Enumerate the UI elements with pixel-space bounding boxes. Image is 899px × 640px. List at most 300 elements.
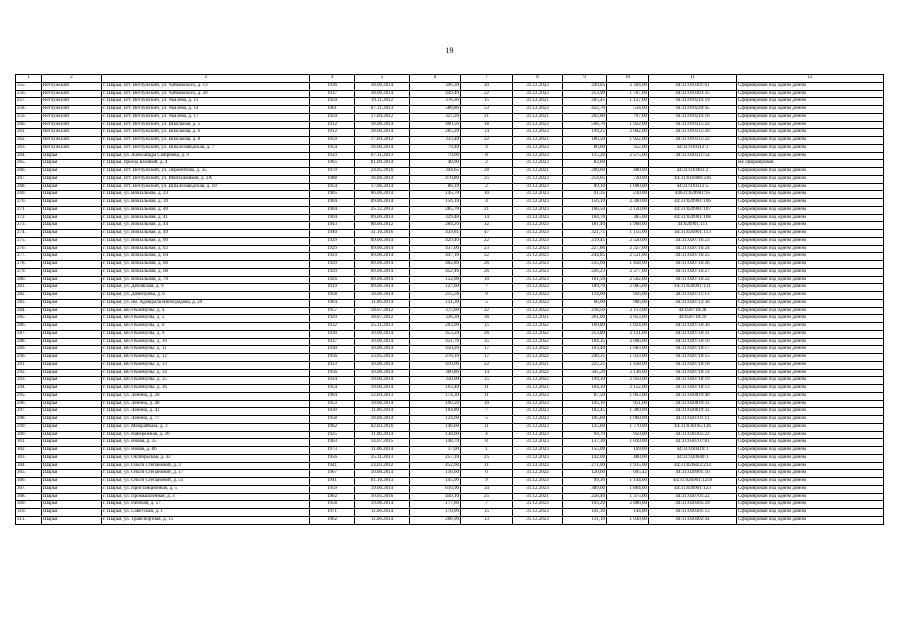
table-cell: 1937 (310, 90, 355, 98)
table-cell: 1959 (310, 98, 355, 106)
table-cell: 1941 (310, 478, 355, 486)
table-row (16, 106, 884, 114)
table-row (16, 214, 884, 222)
table-row (16, 152, 884, 160)
table-cell: г. Шарья, пгт. Ветлужский, ул. Школьная, д. 6 (102, 129, 310, 137)
table-cell: г. Шарья, ул. Ольги Степановой, д. 3 (102, 462, 310, 470)
table-cell: Шарья (42, 431, 102, 439)
table-cell: 127,60 (410, 284, 461, 292)
table-cell: г. Шарья, ул. Вокзальная, д. 39 (102, 199, 310, 207)
table-cell: 19.06.2014 (355, 501, 410, 509)
table-cell: Сформирован под одним домом (737, 168, 884, 176)
table-cell: 7 (461, 408, 513, 416)
table-cell: 5 (461, 416, 513, 424)
table-row (16, 183, 884, 191)
table-cell: Шарья (42, 307, 102, 315)
table-row (16, 338, 884, 346)
table-cell: 345,20 (563, 369, 607, 377)
table-cell: 15 (461, 98, 513, 106)
table-cell: 1912 (310, 121, 355, 129)
table-cell: Сформирован под одним домом (737, 462, 884, 470)
table-cell: г. Шарья, пгт. Ветлужский, ул. Чайковского, д. 20 (102, 90, 310, 98)
table-cell: 1965 (310, 160, 355, 168)
table-cell: Сформирован под одним домом (737, 230, 884, 238)
table-cell: 31.12.2022 (513, 346, 563, 354)
table-cell: 181,40 (563, 222, 607, 230)
table-cell: 1929 (310, 253, 355, 261)
table-cell: 02.03.2016 (355, 423, 410, 431)
table-cell: Шарья (42, 361, 102, 369)
table-cell: 25 (461, 493, 513, 501)
table-cell: Сформирован под одним домом (737, 338, 884, 346)
table-cell: 452,46 (410, 268, 461, 276)
table-cell: 103,40 (563, 346, 607, 354)
table-row (16, 423, 884, 431)
table-cell: 31.12.2021 (513, 137, 563, 145)
table-cell: 15 (461, 323, 513, 331)
table-cell: 298. (16, 416, 42, 424)
table-cell: г. Шарья, пгт. Ветлужский, ул. Монтажников, д. 2А (102, 175, 310, 183)
table-cell: 1932 (310, 323, 355, 331)
table-cell: 470,80 (410, 175, 461, 183)
table-cell: 437,00 (410, 245, 461, 253)
table-cell: г. Шарья, кв-л Коммуны, д. 12 (102, 354, 310, 362)
table-cell: Шарья (42, 276, 102, 284)
table-cell: 286. (16, 323, 42, 331)
table-row (16, 276, 884, 284)
table-cell: 12.04.2013 (355, 392, 410, 400)
table-cell: 31.12.2023 (513, 144, 563, 152)
table-cell: 44:31:010402:2 (649, 168, 737, 176)
table-cell: 2 136,00 (607, 369, 649, 377)
table-cell: 301. (16, 439, 42, 447)
table-cell: 44:31:020713:30 (649, 299, 737, 307)
table-cell: г. Шарья, ул. Ленина, д. 42 (102, 408, 310, 416)
table-cell: 91,35 (563, 191, 607, 199)
table-cell: 148,70 (410, 439, 461, 447)
table-cell: Сформирован под одним домом (737, 392, 884, 400)
table-cell: 44:31:020718:13 (649, 385, 737, 393)
table-cell: Шарья (42, 206, 102, 214)
table-cell: 276,10 (410, 354, 461, 362)
table-cell: Шарья (42, 439, 102, 447)
table-cell: 2 377,00 (607, 268, 649, 276)
table-row (16, 447, 884, 455)
table-cell: 256. (16, 90, 42, 98)
table-cell: Сформирован под одним домом (737, 307, 884, 315)
table-cell: 2 002,00 (607, 129, 649, 137)
table-cell: 31.12.2023 (513, 284, 563, 292)
table-cell: 44:31:020718:31 (649, 330, 737, 338)
table-cell: Сформирован под одним домом (737, 144, 884, 152)
table-cell: 1954 (310, 385, 355, 393)
table-cell: г. Шарья, кв-л Коммуны, д. 11 (102, 346, 310, 354)
table-cell: 951,00 (607, 400, 649, 408)
table-cell: 104,30 (563, 385, 607, 393)
table-cell: 1962 (310, 516, 355, 524)
table-cell: Сформирован под одним домом (737, 183, 884, 191)
table-cell: 31.12.2023 (513, 447, 563, 455)
table-cell: 137,30 (563, 439, 607, 447)
table-cell: 329,40 (410, 214, 461, 222)
table-cell: Сформирован под одним домом (737, 299, 884, 307)
table-cell: Шарья (42, 191, 102, 199)
table-cell: Сформирован под одним домом (737, 152, 884, 160)
table-cell: 480,00 (607, 168, 649, 176)
table-cell: 282. (16, 292, 42, 300)
table-cell: 2 327,00 (607, 245, 649, 253)
table-cell: Шарья (42, 493, 102, 501)
table-cell: Шарья (42, 454, 102, 462)
table-cell: 44:31:020716:25 (649, 253, 737, 261)
table-cell: 508,70 (563, 121, 607, 129)
table-cell: 142,00 (563, 454, 607, 462)
table-cell: 44:31:020711:13 (649, 292, 737, 300)
table-cell: г. Шарья, кв-л Коммуны, д. 13 (102, 361, 310, 369)
table-cell: 13 (461, 516, 513, 524)
table-cell: 18.06.2014 (355, 121, 410, 129)
table-cell: 22 (461, 237, 513, 245)
table-cell: 7 (461, 501, 513, 509)
table-cell: Сформирован под одним домом (737, 191, 884, 199)
table-cell: 534,00 (607, 106, 649, 114)
table-cell: 293,90 (410, 323, 461, 331)
table-row (16, 315, 884, 323)
table-cell: 267. (16, 175, 42, 183)
table-cell: 31.12.2023 (513, 175, 563, 183)
table-cell: г. Шарья, пгт. Ветлужский, ул. Лермонтова, д. 35 (102, 168, 310, 176)
table-cell: г. Шарья, кв-л Коммуны, д. 10 (102, 338, 310, 346)
table-cell: Сформирован под одним домом (737, 485, 884, 493)
table-cell: 199,25 (563, 129, 607, 137)
table-cell: 289. (16, 346, 42, 354)
table-cell: 155,00 (563, 447, 607, 455)
table-cell: 10.06.2014 (355, 377, 410, 385)
table-cell: 31.12.2021 (513, 385, 563, 393)
table-row (16, 493, 884, 501)
table-cell: 31.12.2022 (513, 338, 563, 346)
table-cell: Сформирован под одним домом (737, 423, 884, 431)
table-cell: 201,60 (563, 315, 607, 323)
table-cell: 449,10 (410, 493, 461, 501)
table-cell: 07.11.2013 (355, 106, 410, 114)
table-row (16, 377, 884, 385)
table-cell: Шарья (42, 462, 102, 470)
table-cell: 2 152,00 (607, 385, 649, 393)
table-cell: 31.12.2021 (513, 168, 563, 176)
table-cell: 99,30 (563, 478, 607, 486)
table-cell: г. Шарья, пгт. Ветлужский, ул. Чайковского, д. 13 (102, 82, 310, 90)
table-cell: г. Шарья, пгт. Ветлужский, ул. Шпалозаводская, д. 10 (102, 183, 310, 191)
table-cell: Шарья (42, 377, 102, 385)
table-cell: 1 000,00 (607, 183, 649, 191)
table-cell: г. Шарья, проезд Базовый, д. 4 (102, 160, 310, 168)
table-cell: 451,70 (410, 338, 461, 346)
table-cell: 287. (16, 330, 42, 338)
table-cell: Сформирован под одним домом (737, 330, 884, 338)
table-cell: 1958 (310, 501, 355, 509)
table-cell: 14 (461, 129, 513, 137)
table-cell: 44:31:010219:16 (649, 113, 737, 121)
table-cell: 44:31:010315:22 (649, 137, 737, 145)
table-cell: 17.04.2012 (355, 113, 410, 121)
table-cell: Сформирован под одним домом (737, 214, 884, 222)
table-cell: 10.06.2014 (355, 330, 410, 338)
table-cell: 31.12.2022 (513, 377, 563, 385)
table-cell: г. Шарья, ул. Пристанционная, д. 5 (102, 485, 310, 493)
table-cell: 1956 (310, 454, 355, 462)
table-cell: 124,60 (410, 416, 461, 424)
table-cell: 23 (461, 245, 513, 253)
table-cell (607, 160, 649, 168)
table-cell: 18.07.2012 (355, 315, 410, 323)
table-cell: 1 922,00 (607, 137, 649, 145)
table-cell: 44:31:020901:131 (649, 284, 737, 292)
table-cell: 44:31:030402:44 (649, 516, 737, 524)
table-cell: 186,50 (563, 137, 607, 145)
table-cell: 44:31:010315:20 (649, 129, 737, 137)
table-cell: 264. (16, 152, 42, 160)
table-cell: 44:31:030311:54 (649, 152, 737, 160)
table-cell: 22 (461, 253, 513, 261)
table-cell: 447,10 (410, 253, 461, 261)
table-cell: 1957 (310, 307, 355, 315)
table-row (16, 431, 884, 439)
table-cell: 1973 (310, 447, 355, 455)
table-cell: 115,20 (563, 152, 607, 160)
table-cell: 9 (461, 292, 513, 300)
table-cell: 218,50 (563, 307, 607, 315)
table-cell: 15 (461, 377, 513, 385)
table-cell: 44:31:020716:23 (649, 237, 737, 245)
table-cell: 273. (16, 222, 42, 230)
table-cell: 1971 (310, 509, 355, 517)
table-cell: 1934 (310, 377, 355, 385)
column-number-cell: 2 (42, 75, 102, 83)
table-cell: Шарья (42, 354, 102, 362)
table-cell: 16.06.2014 (355, 144, 410, 152)
table-cell: 31.12.2023 (513, 268, 563, 276)
table-cell: 219,45 (563, 237, 607, 245)
table-cell: 08.06.2012 (355, 222, 410, 230)
table-cell: 1954 (310, 183, 355, 191)
table-cell: 10.06.2014 (355, 292, 410, 300)
table-cell: 164,70 (563, 214, 607, 222)
table-cell: 31.12.2022 (513, 470, 563, 478)
table-cell: 294. (16, 385, 42, 393)
table-cell: 261. (16, 129, 42, 137)
table-cell: 1 375,00 (607, 493, 649, 501)
table-cell: 1929 (310, 245, 355, 253)
table-cell: г. Шарья, ул. Деповская, д. 9 (102, 284, 310, 292)
table-cell: 304. (16, 462, 42, 470)
table-cell: Шарья (42, 168, 102, 176)
table-row (16, 439, 884, 447)
table-cell: 14 (461, 369, 513, 377)
table-cell: Сформирован под одним домом (737, 98, 884, 106)
table-cell: 1937 (310, 338, 355, 346)
table-cell: г. Шарья, ул. Вокзальная, д. 40 (102, 206, 310, 214)
table-row (16, 230, 884, 238)
table-cell: Сформирован под одним домом (737, 315, 884, 323)
table-cell: 1988 (310, 175, 355, 183)
table-cell: 31.12.2023 (513, 245, 563, 253)
table-cell: 44:020901:111 (649, 222, 737, 230)
table-cell: 25.11.2013 (355, 323, 410, 331)
column-number-cell: 3 (102, 75, 310, 83)
table-cell: Ветлужский (42, 106, 102, 114)
table-row (16, 168, 884, 176)
table-cell: 44:31:030105:126 (649, 423, 737, 431)
table-cell: г. Шарья, ул. Вокзальная, д. 41 (102, 214, 310, 222)
table-cell: 253,90 (563, 90, 607, 98)
table-cell: г. Шарья, ул. Вокзальная, д. 62 (102, 245, 310, 253)
table-row (16, 307, 884, 315)
table-cell: 5 (461, 299, 513, 307)
column-number-cell: 5 (355, 75, 410, 83)
table-cell: Шарья (42, 516, 102, 524)
table-cell: 10.05.2016 (355, 493, 410, 501)
table-cell: 1954 (310, 144, 355, 152)
table-cell: 268. (16, 183, 42, 191)
table-cell: г. Шарья, кв-л Коммуны, д. 4 (102, 307, 310, 315)
table-cell: г. Шарья, пгт. Ветлужский, ул. Чкалова, д. 14 (102, 106, 310, 114)
table-cell: 311. (16, 516, 42, 524)
table-row (16, 222, 884, 230)
table-cell: 2 520,00 (607, 237, 649, 245)
table-cell: 199,30 (563, 377, 607, 385)
table-cell: 11.06.2014 (355, 431, 410, 439)
table-cell: 1930 (310, 408, 355, 416)
table-cell: 31.12.2023 (513, 431, 563, 439)
table-cell: 200,60 (563, 168, 607, 176)
table-cell: 44:31:010408:236 (649, 175, 737, 183)
table-cell: 44:31:020718:19 (649, 377, 737, 385)
table-cell: 44:31:030410:1 (649, 447, 737, 455)
table-cell: 336,30 (410, 315, 461, 323)
table-cell: г. Шарья, ул. Новая, д. 35 (102, 439, 310, 447)
table-cell: 1 864,00 (607, 485, 649, 493)
table-cell: 235,60 (563, 261, 607, 269)
column-number-cell: 7 (461, 75, 513, 83)
table-cell: 44:31:020640:1 (649, 454, 737, 462)
table-cell: 1912 (310, 129, 355, 137)
table-cell: 720,00 (607, 175, 649, 183)
table-cell: 44:31:020819:32 (649, 408, 737, 416)
table-cell: 44:31:020819:31 (649, 400, 737, 408)
table-cell: г. Шарья, кв-л Коммуны, д. 9 (102, 330, 310, 338)
table-cell: 144,00 (607, 509, 649, 517)
table-cell: 11.06.2014 (355, 299, 410, 307)
table-cell: 22 (461, 307, 513, 315)
table-cell: 87,50 (563, 392, 607, 400)
column-number-cell: 4 (310, 75, 355, 83)
table-cell: 258,40 (563, 493, 607, 501)
table-cell: 1936 (310, 82, 355, 90)
table-cell: 44:31:020716:27 (649, 268, 737, 276)
table-cell: 2 531,00 (607, 253, 649, 261)
table-cell: 15 (461, 509, 513, 517)
table-cell: 80,00 (563, 144, 607, 152)
table-cell: 376,30 (410, 98, 461, 106)
table-cell: 44:31:020718:17 (649, 346, 737, 354)
table-cell: 31.12.2023 (513, 214, 563, 222)
table-cell: 105,00 (563, 416, 607, 424)
table-cell: г. Шарья, ул. Ольги Степановой, д. 51 (102, 478, 310, 486)
table-cell: 1 458,00 (607, 261, 649, 269)
table-cell: 1 438,00 (607, 361, 649, 369)
table-cell: г. Шарья, кв-л Коммуны, д. 15 (102, 377, 310, 385)
table-cell: 48,90 (410, 160, 461, 168)
table-cell: Сформирован под одним домом (737, 478, 884, 486)
table-cell: 1959 (310, 113, 355, 121)
table-row (16, 206, 884, 214)
table-cell: 177,60 (410, 501, 461, 509)
table-cell: 82,00 (563, 160, 607, 168)
table-cell: 44:31:020823:213 (649, 462, 737, 470)
table-row (16, 284, 884, 292)
table-row (16, 485, 884, 493)
table-cell: 2 113,00 (607, 307, 649, 315)
table-cell: 9 (461, 478, 513, 486)
table-cell: 1956 (310, 369, 355, 377)
table-cell: 31.12.2023 (513, 230, 563, 238)
table-row (16, 82, 884, 90)
table-cell: 1940 (310, 230, 355, 238)
table-cell: 31.12.2021 (513, 98, 563, 106)
table-cell: г. Шарья, ул. Набережная, д. 26 (102, 431, 310, 439)
table-cell: 1904 (310, 199, 355, 207)
table-cell: 1970 (310, 168, 355, 176)
table-row (16, 385, 884, 393)
table-cell: 44:31:030305:22 (649, 431, 737, 439)
table-cell: 25.11.2013 (355, 454, 410, 462)
table-cell: г. Шарья, ул. Межрайбаза, д. 3 (102, 423, 310, 431)
table-row (16, 121, 884, 129)
table-cell: Сформирован под одним домом (737, 261, 884, 269)
table-row (16, 160, 884, 168)
table-cell: 44:31:020701:11 (649, 416, 737, 424)
table-cell: 09.06.2014 (355, 245, 410, 253)
table-cell: Шарья (42, 261, 102, 269)
table-cell: г. Шарья, кв-л Коммуны, д. 5 (102, 315, 310, 323)
table-cell: Сформирован под одним домом (737, 439, 884, 447)
table-cell: Шарья (42, 323, 102, 331)
table-cell: г. Шарья, кв-л Коммуны, д. 6 (102, 323, 310, 331)
table-cell: 6 (461, 470, 513, 478)
table-cell: 31.12.2023 (513, 160, 563, 168)
table-cell: 1959 (310, 485, 355, 493)
table-cell: 263. (16, 144, 42, 152)
table-cell: 1929 (310, 315, 355, 323)
table-cell: г. Шарья, кв-л Коммуны, д. 16 (102, 385, 310, 393)
table-cell: 10.06.2014 (355, 400, 410, 408)
table-cell: 31.12.2023 (513, 106, 563, 114)
table-cell: 296. (16, 400, 42, 408)
table-row (16, 191, 884, 199)
table-cell: 4 (461, 144, 513, 152)
table-cell: 1929 (310, 268, 355, 276)
table-cell: 299. (16, 423, 42, 431)
table-cell: Сформирован под одним домом (737, 369, 884, 377)
table-cell: 25 (461, 454, 513, 462)
table-cell: 11.06.2014 (355, 509, 410, 517)
table-cell: Сформирован под одним домом (737, 292, 884, 300)
table-cell: 1967 (310, 470, 355, 478)
table-cell: 285. (16, 315, 42, 323)
table-cell: 1 155,00 (607, 230, 649, 238)
table-cell: Сформирован под одним домом (737, 175, 884, 183)
